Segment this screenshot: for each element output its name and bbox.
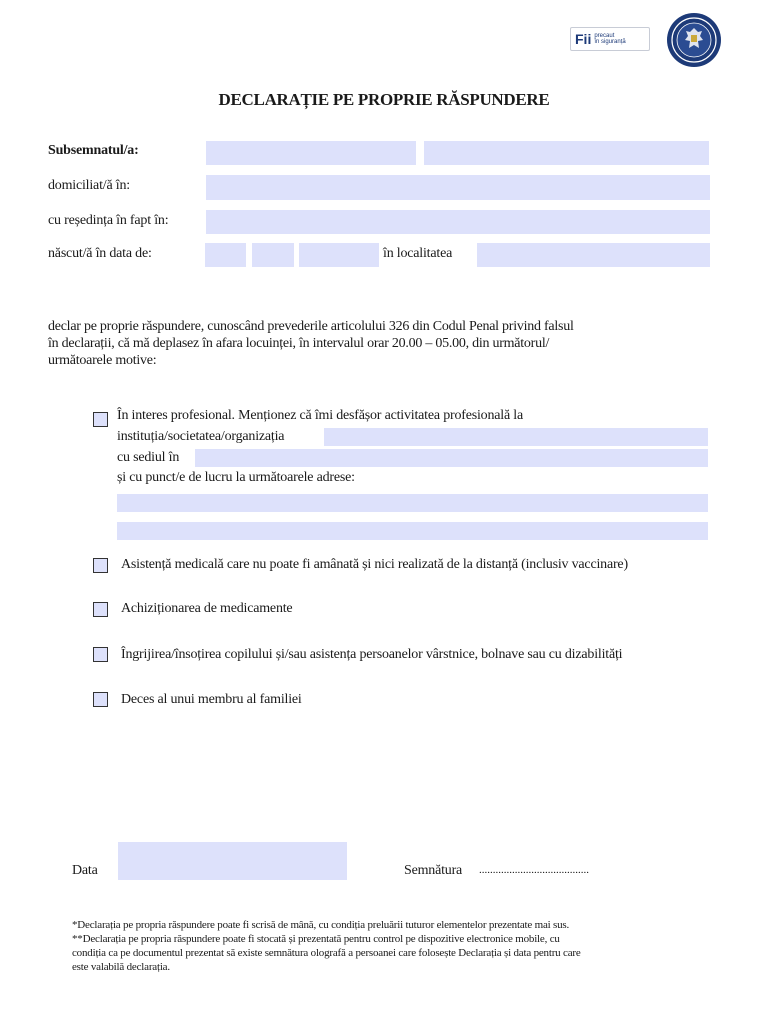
footnote-2-line-3: este valabilă declarația. [72,961,170,973]
medical-assistance-checkbox[interactable] [93,558,108,573]
fii-badge-sub-line1: precaut [594,33,615,39]
fii-badge-sub-line2: în siguranță [594,39,626,45]
medical-assistance-label: Asistență medicală care nu poate fi amânată și nici realizată de la distanță (inclusiv vaccinare) [121,557,628,572]
workplace-label: și cu punct/e de lucru la următoarele adrese: [117,470,355,485]
fii-precaut-badge [570,27,650,51]
workplace-address-1-field[interactable] [117,494,708,512]
medicine-purchase-checkbox[interactable] [93,602,108,617]
name-label: Subsemnatul/a: [48,143,139,158]
headquarters-field[interactable] [195,449,708,467]
birthplace-field[interactable] [477,243,710,267]
residence-field[interactable] [206,210,710,234]
declaration-line-3: următoarele motive: [48,353,157,368]
government-seal-icon [666,12,722,68]
residence-label: cu reședința în fapt în: [48,213,169,228]
declaration-line-1: declar pe proprie răspundere, cunoscând prevederile articolului 326 din Codul Penal privind falsul [48,319,574,334]
birth-month-field[interactable] [252,243,294,267]
domicile-label: domiciliat/ă în: [48,178,130,193]
institution-label: instituția/societatea/organizația [117,429,285,444]
domicile-field[interactable] [206,175,710,200]
last-name-field[interactable] [424,141,709,165]
signature-label: Semnătura [404,863,463,878]
footnotes [72,918,581,974]
birth-date-label: născut/ă în data de: [48,246,152,261]
care-label: Îngrijirea/însoțirea copilului și/sau asistența persoanelor vârstnice, bolnave sau cu dizabilități [121,647,623,662]
declaration-paragraph [48,318,574,369]
footnote-1: *Declarația pe propria răspundere poate fi scrisă de mână, cu condiția preluării tuturor elementelor prezentate mai sus. [72,919,570,931]
birthplace-label: în localitatea [383,246,453,261]
birth-year-field[interactable] [299,243,379,267]
care-checkbox[interactable] [93,647,108,662]
headquarters-label: cu sediul în [117,450,180,465]
family-death-checkbox[interactable] [93,692,108,707]
professional-label: În interes profesional. Menționez că îmi desfășor activitatea profesională la [117,408,523,423]
date-field[interactable] [118,842,347,880]
first-name-field[interactable] [206,141,416,165]
medicine-purchase-label: Achiziționarea de medicamente [121,601,293,616]
declaration-line-2: în declarații, că mă deplasez în afara locuinței, în intervalul orar 20.00 – 05.00, din următorul/ [48,336,550,351]
birth-day-field[interactable] [205,243,246,267]
fii-badge-main-text: Fii [575,31,592,47]
workplace-address-2-field[interactable] [117,522,708,540]
fii-badge-sub-text [594,33,625,45]
professional-checkbox[interactable] [93,412,108,427]
family-death-label: Deces al unui membru al familiei [121,692,302,707]
page-title: DECLARAȚIE PE PROPRIE RĂSPUNDERE [218,90,550,109]
footnote-2-line-2: condiția ca pe documentul prezentat să existe semnătura olografă a persoanei care folosește Declarația și data pentru care [72,947,581,959]
date-label: Data [72,863,98,878]
institution-field[interactable] [324,428,708,446]
footnote-2-line-1: **Declarația pe propria răspundere poate fi stocată și prezentată pentru control pe dispozitive electronice mobile, cu [72,933,560,945]
signature-line: ........................................ [479,864,589,876]
